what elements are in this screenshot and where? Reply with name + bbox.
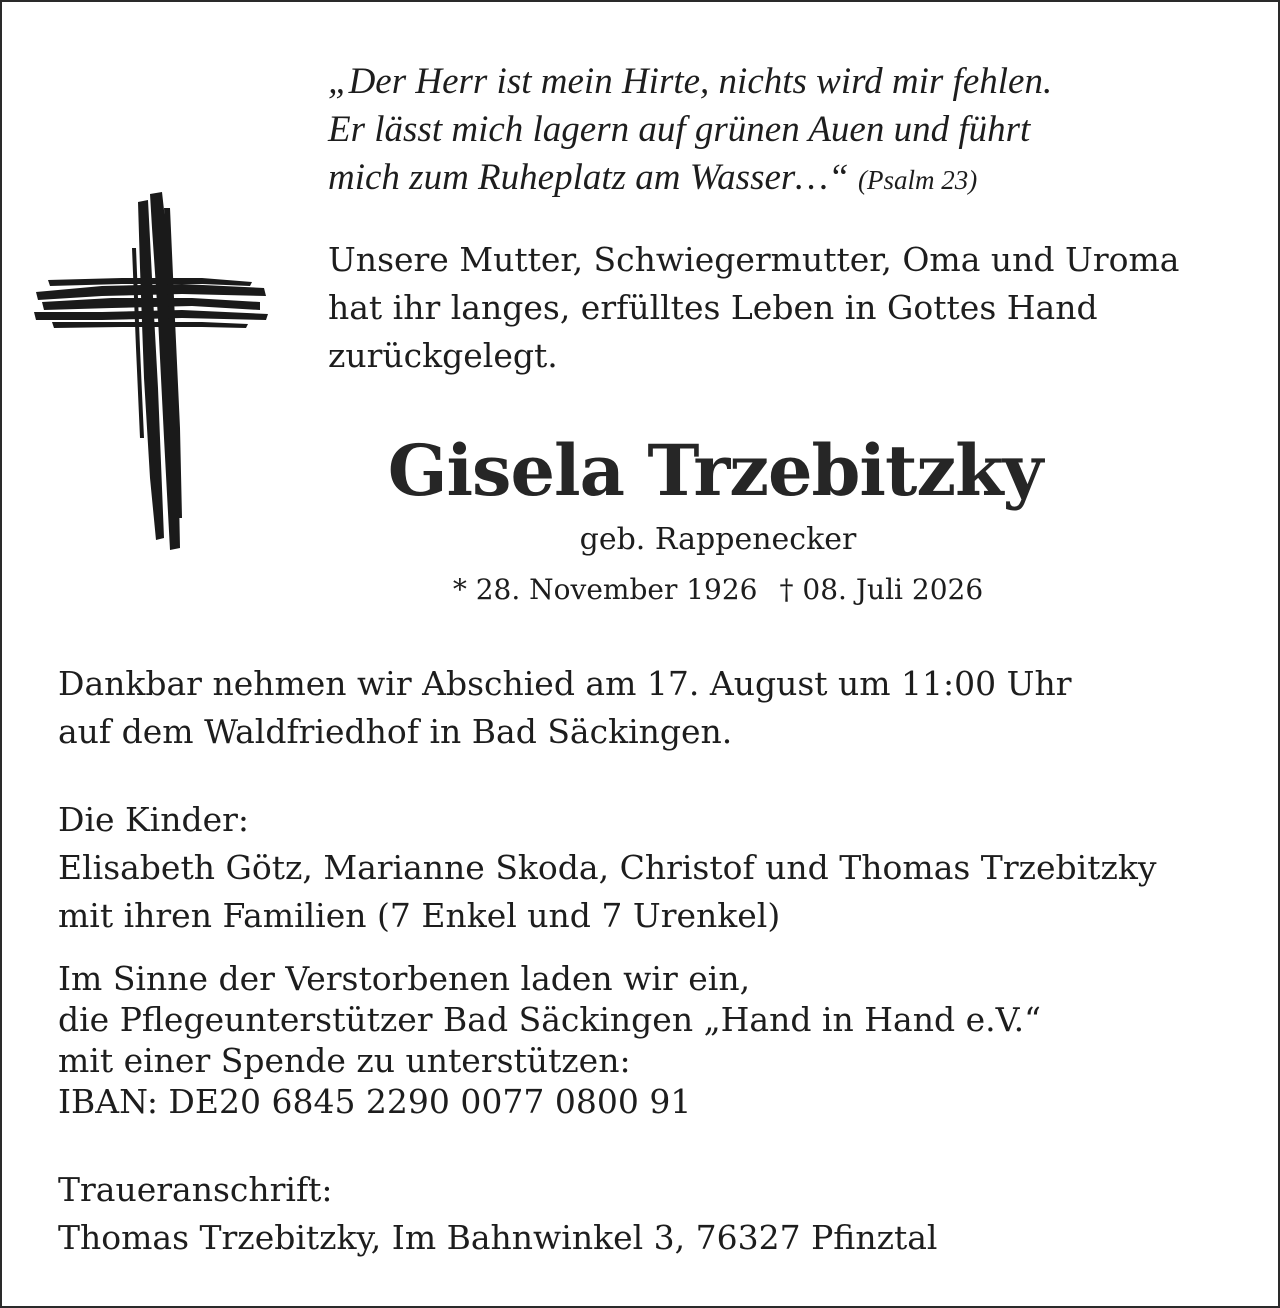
verse-source: (Psalm 23) (858, 165, 978, 195)
mourners-line: Die Kinder: (58, 800, 250, 839)
donation-line: die Pflegeunterstützer Bad Säckingen „Hand in Hand e.V.“ (58, 1000, 1042, 1039)
mourners-line: Elisabeth Götz, Marianne Skoda, Christof und Thomas Trzebitzky (58, 848, 1157, 887)
intro-text (328, 236, 1258, 380)
deceased-name: Gisela Trzebitzky (387, 429, 1043, 512)
funeral-line: Dankbar nehmen wir Abschied am 17. August um 11:00 Uhr (58, 664, 1072, 703)
iban: IBAN: DE20 6845 2290 0077 0800 91 (58, 1082, 692, 1121)
address-label: Traueranschrift: (58, 1170, 333, 1209)
life-dates (2, 570, 1278, 610)
intro-line: hat ihr langes, erfülltes Leben in Gottes Hand (328, 288, 1098, 327)
donation-line: Im Sinne der Verstorbenen laden wir ein, (58, 959, 751, 998)
donation-line: mit einer Spende zu unterstützen: (58, 1041, 631, 1080)
address-line: Thomas Trzebitzky, Im Bahnwinkel 3, 76327 Pfinztal (58, 1218, 938, 1257)
funeral-info (58, 660, 1238, 756)
bible-verse (328, 58, 1258, 204)
verse-line: „Der Herr ist mein Hirte, nichts wird mir fehlen. (328, 61, 1053, 102)
mourning-address (58, 1166, 1238, 1262)
birth-name: geb. Rappenecker (579, 522, 857, 557)
death-date: † 08. Juli 2026 (779, 573, 984, 606)
intro-line: Unsere Mutter, Schwiegermutter, Oma und Uroma (328, 240, 1180, 279)
verse-line: Er lässt mich lagern auf grünen Auen und führt (328, 109, 1031, 150)
mourners-line: mit ihren Familien (7 Enkel und 7 Urenkel) (58, 896, 781, 935)
mourners-list (58, 796, 1238, 940)
verse-line: mich zum Ruheplatz am Wasser…“ (328, 157, 849, 198)
donation-info (58, 958, 1238, 1122)
intro-line: zurückgelegt. (328, 336, 558, 375)
birth-date: * 28. November 1926 (452, 573, 758, 606)
funeral-line: auf dem Waldfriedhof in Bad Säckingen. (58, 712, 733, 751)
